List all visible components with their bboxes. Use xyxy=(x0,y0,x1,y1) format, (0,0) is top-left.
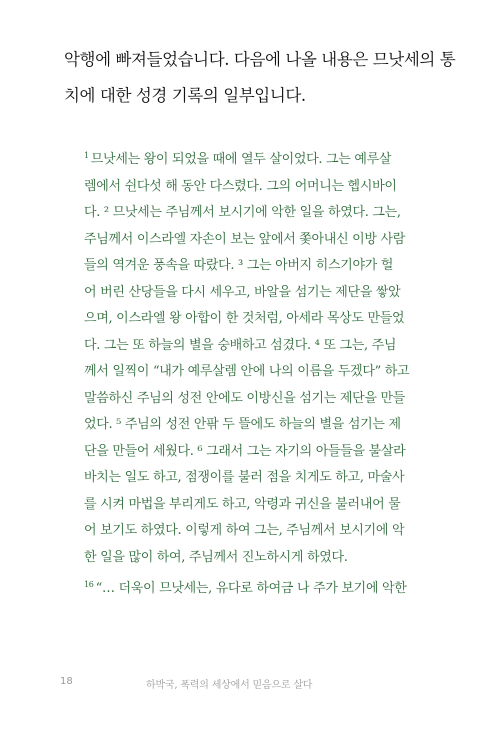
scripture-line xyxy=(84,359,410,386)
scripture-text: 께서 일찍이 “내가 예루살렘 안에 나의 이름을 두겠다” 하고 xyxy=(84,364,410,379)
scripture-text: 단을 만들어 세웠다. ⁶ 그래서 그는 자기의 아들들을 불살라 xyxy=(84,443,406,459)
scripture-line xyxy=(84,174,404,201)
intro-line: 악행에 빠져들었습니다. 다음에 나올 내용은 므낫세의 통 xyxy=(64,50,456,69)
scripture-text: 바치는 일도 하고, 점쟁이를 불러 점을 치게도 하고, 마술사 xyxy=(84,470,405,485)
scripture-text: 한 일을 많이 하여, 주님께서 진노하시게 하였다. xyxy=(84,549,348,565)
scripture-line xyxy=(84,518,404,545)
scripture-text: 다. ² 므낫세는 주님께서 보시기에 악한 일을 하였다. 그는, xyxy=(84,205,401,220)
scripture-line xyxy=(84,333,404,360)
running-title: 하박국, 폭력의 세상에서 믿음으로 살다 xyxy=(146,680,313,691)
intro-paragraph xyxy=(64,42,456,114)
scripture-text: 으며, 이스라엘 왕 아합이 한 것처럼, 아세라 목상도 만들었 xyxy=(84,311,405,326)
scripture-line xyxy=(84,306,404,333)
scripture-text: 므낫세는 왕이 되었을 때에 열두 살이었다. 그는 예루살 xyxy=(90,152,392,167)
scripture-line xyxy=(84,143,404,174)
scripture-quote xyxy=(84,143,410,603)
scripture-text: 렘에서 쉰다섯 해 동안 다스렸다. 그의 어머니는 헵시바이 xyxy=(84,178,397,194)
verse-number: 16 xyxy=(84,580,94,589)
scripture-text: 어 버린 산당들을 다시 세우고, 바알을 섬기는 제단을 쌓았 xyxy=(84,284,401,300)
scripture-line xyxy=(84,386,404,413)
scripture-text: 주님께서 이스라엘 자손이 보는 앞에서 쫓아내신 이방 사람 xyxy=(84,231,406,247)
scripture-line xyxy=(84,439,404,466)
scripture-text: “… 더욱이 므낫세는, 유다로 하여금 나 주가 보기에 악한 xyxy=(95,581,407,596)
scripture-line xyxy=(84,280,404,307)
page-number: 18 xyxy=(60,676,73,687)
scripture-text: 를 시켜 마법을 부리게도 하고, 악령과 귀신을 불러내어 물 xyxy=(84,496,401,512)
scripture-text: 어 보기도 하였다. 이렇게 하여 그는, 주님께서 보시기에 악 xyxy=(84,523,405,538)
scripture-text: 말씀하신 주님의 성전 안에도 이방신을 섬기는 제단을 만들 xyxy=(84,390,406,406)
verse-number: 1 xyxy=(84,151,89,160)
scripture-line xyxy=(84,465,404,492)
scripture-text: 었다. ⁵ 주님의 성전 안팎 두 뜰에도 하늘의 별을 섬기는 제 xyxy=(84,417,401,432)
scripture-line xyxy=(84,200,404,227)
scripture-line xyxy=(84,572,407,603)
scripture-line xyxy=(84,545,404,572)
scripture-line xyxy=(84,227,404,254)
scripture-text: 다. 그는 또 하늘의 별을 숭배하고 섬겼다. ⁴ 또 그는, 주님 xyxy=(84,337,397,353)
intro-line: 치에 대한 성경 기록의 일부입니다. xyxy=(64,86,306,105)
scripture-line xyxy=(84,412,404,439)
scripture-text: 들의 역겨운 풍속을 따랐다. ³ 그는 아버지 히스기야가 헐 xyxy=(84,258,394,273)
scripture-line xyxy=(84,253,404,280)
scripture-line xyxy=(84,492,404,519)
